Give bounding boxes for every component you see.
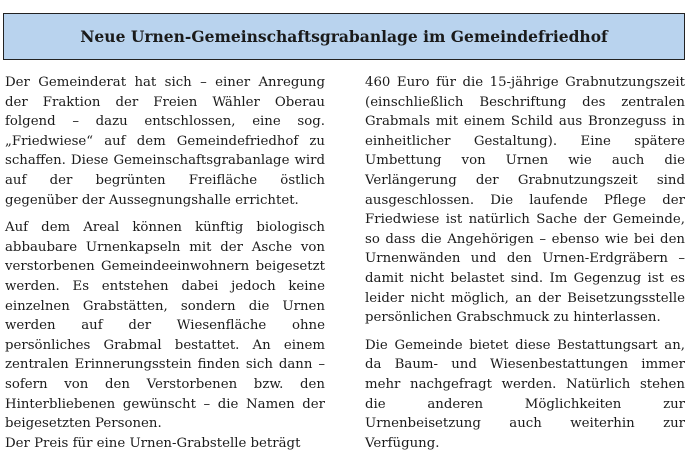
paragraph-2: Auf dem Areal können künftig biologisch abbaubare Urnenkapseln mit der Asche von verstorbenen Gemeindeeinwohnern beigesetzt werden. Es entstehen dabei jedoch keine einzelnen Grabstätten, sondern die Urnen werden auf der Wiesenfläche ohne persönliches Grabmal bestattet. An einem zentralen Erinnerungsstein finden sich dann – sofern von den Verstorbenen bzw. den Hinterbliebenen gewünscht – die Namen der beigesetzten Personen. (5, 220, 325, 432)
article-title: Neue Urnen-Gemeinschaftsgrabanlage im Gemeindefriedhof (80, 27, 608, 46)
paragraph-4: Die Gemeinde bietet diese Bestattungsart an, da Baum- und Wiesenbestattungen immer mehr nachgefragt werden. Natürlich stehen die anderen Möglichkeiten zur Urnenbeisetzung auch weiterhin zur Verfügung. (365, 337, 685, 451)
paragraph-3-continued: 460 Euro für die 15-jährige Grabnutzungszeit (einschließlich Beschriftung des zentralen Grabmals mit einem Schild aus Bronzeguss in einheitlicher Gestaltung). Eine spätere Umbettung von Urnen wie auch die Verlängerung der Grabnutzungszeit sind ausgeschlossen. Die laufende Pflege der Friedwiese ist natürlich Sache der Gemeinde, so dass die Angehörigen – ebenso wie bei den Urnenwänden und den Urnen-Erdgräbern – damit nicht belastet sind. Im Gegenzug ist es leider nicht möglich, an der Beisetzungsstelle persönlichen Grabschmuck zu hinterlassen. (365, 75, 685, 326)
left-column (5, 73, 325, 453)
right-column (365, 73, 685, 453)
paragraph-1: Der Gemeinderat hat sich – einer Anregung der Fraktion der Freien Wähler Oberau folgend – dazu entschlossen, eine sog. „Friedwiese“ auf dem Gemeindefriedhof zu schaffen. Diese Gemeinschaftsgrabanlage wird auf der begrünten Freifläche östlich gegenüber der Aussegnungshalle errichtet. (5, 75, 325, 208)
article-title-box (3, 13, 685, 60)
paragraph-3-start: Der Preis für eine Urnen-Grabstelle beträgt (5, 435, 301, 451)
